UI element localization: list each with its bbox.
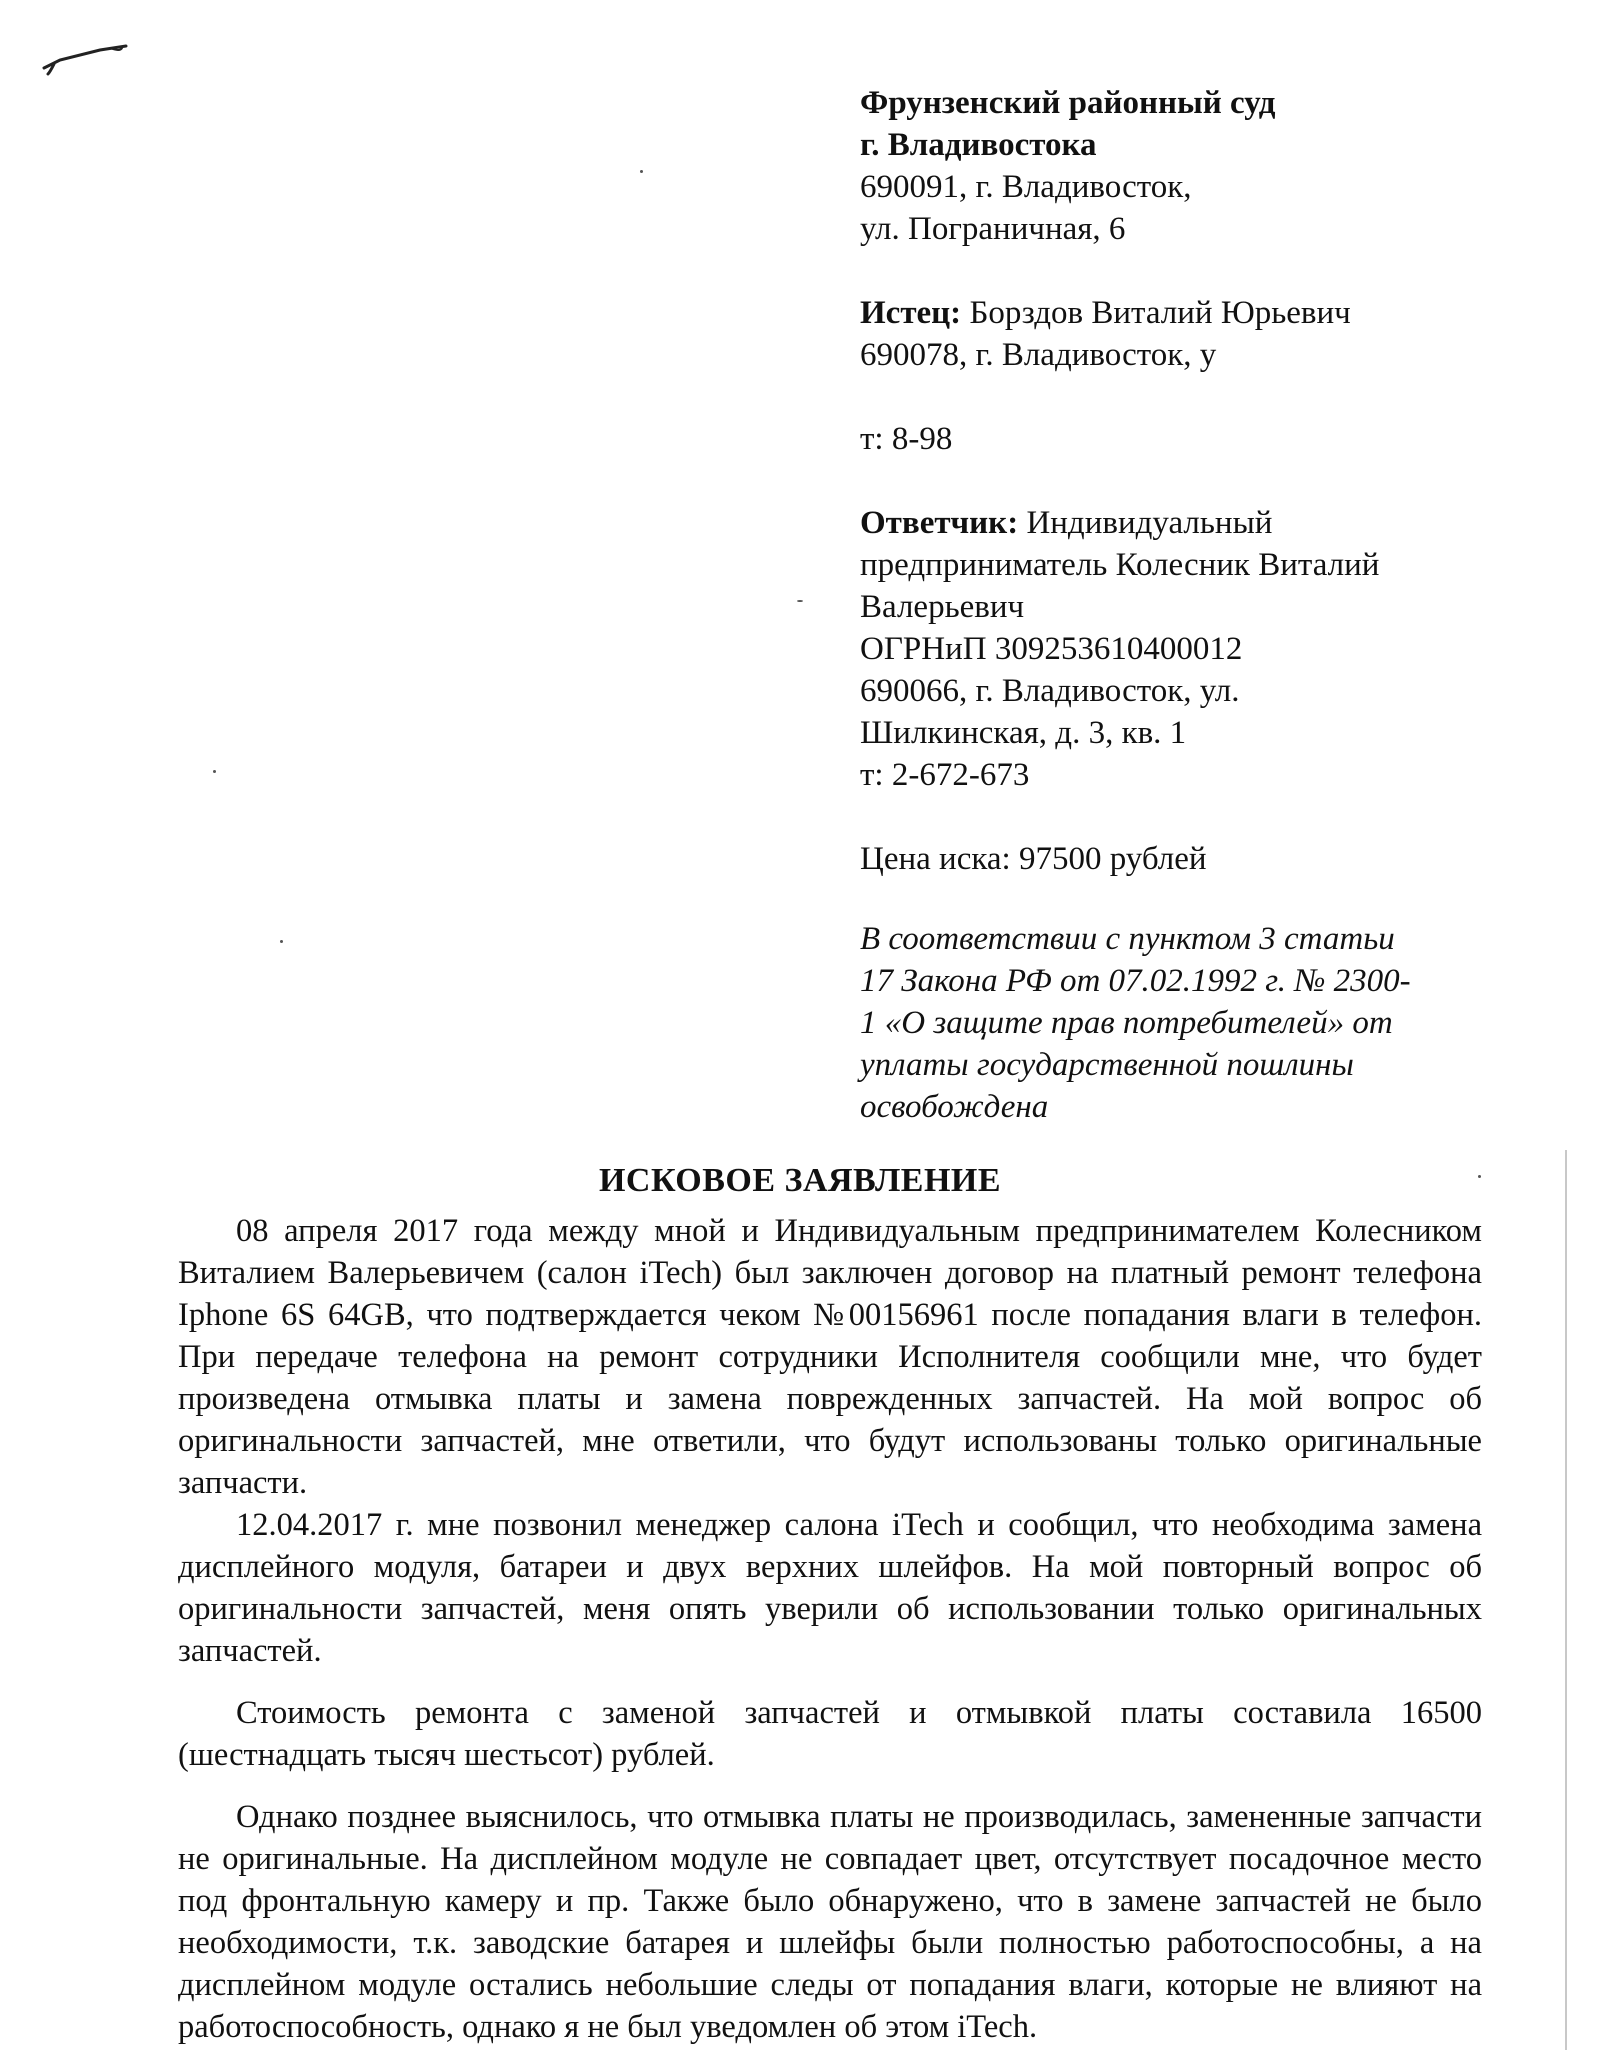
fee-exemption-line2: 17 Закона РФ от 07.02.1992 г. № 2300- bbox=[860, 963, 1411, 999]
court-address-line2: ул. Пограничная, 6 bbox=[860, 211, 1126, 247]
fee-exemption-line3: 1 «О защите прав потребителей» от bbox=[860, 1005, 1393, 1041]
fee-exemption-line5: освобождена bbox=[860, 1089, 1049, 1125]
paragraph-2: 12.04.2017 г. мне позвонил менеджер салона iTech и сообщил, что необходима замена дисплейного модуля, батареи и двух верхних шлейфов. На мой повторный вопрос об оригинальности запчастей, меня опять уверили об использовании только оригинальных запчастей. bbox=[178, 1507, 1482, 1669]
claim-body bbox=[178, 1210, 1482, 2048]
paragraph-1: 08 апреля 2017 года между мной и Индивидуальным предпринимателем Колесником Виталием Валерьевичем (салон iTech) был заключен договор на платный ремонт телефона Iphone 6S 64GB, что подтверждается чеком №00156961 после попадания влаги в телефон. При передаче телефона на ремонт сотрудники Исполнителя сообщили мне, что будет произведена отмывка платы и замена поврежденных запчастей. На мой вопрос об оригинальности запчастей, мне ответили, что будут использованы только оригинальные запчасти. bbox=[178, 1213, 1482, 1501]
plaintiff-address-text: 690078, г. Владивосток, у bbox=[860, 337, 1217, 373]
scan-speck bbox=[280, 940, 283, 943]
scan-edge-line bbox=[1565, 1150, 1567, 2050]
defendant-line2: предприниматель Колесник Виталий bbox=[860, 547, 1380, 583]
defendant-line3: Валерьевич bbox=[860, 589, 1025, 625]
defendant-label: Ответчик: bbox=[860, 505, 1019, 541]
paragraph-3: Стоимость ремонта с заменой запчастей и отмывкой платы составила 16500 (шестнадцать тысяч шестьсот) рублей. bbox=[178, 1695, 1482, 1773]
plaintiff-name: Борздов Виталий Юрьевич bbox=[961, 295, 1351, 331]
court-address-line1: 690091, г. Владивосток, bbox=[860, 169, 1192, 205]
plaintiff-label: Истец: bbox=[860, 295, 962, 331]
fee-exemption-line1: В соответствии с пунктом 3 статьи bbox=[860, 921, 1395, 957]
scan-speck bbox=[213, 770, 216, 773]
court-city: г. Владивостока bbox=[860, 127, 1097, 163]
fee-exemption-note bbox=[860, 918, 1460, 1128]
court-name: Фрунзенский районный суд bbox=[860, 85, 1276, 121]
defendant-ogrn: ОГРНиП 309253610400012 bbox=[860, 631, 1243, 667]
defendant-phone: т: 2-672-673 bbox=[860, 757, 1030, 793]
scan-speck bbox=[797, 600, 803, 602]
claim-price-section bbox=[860, 838, 1500, 880]
document-title: ИСКОВОЕ ЗАЯВЛЕНИЕ bbox=[598, 1162, 1002, 1199]
paragraph-4: Однако позднее выяснилось, что отмывка платы не производилась, замененные запчасти не оригинальные. На дисплейном модуле не совпадает цвет, отсутствует посадочное место под фронтальную камеру и пр. Также было обнаружено, что в замене запчастей не было необходимости, т.к. заводские батарея и шлейфы были полностью работоспособны, а на дисплейном модуле остались небольшие следы от попадания влаги, которые не влияют на работоспособность, однако я не был уведомлен об этом iTech. bbox=[178, 1799, 1482, 2045]
defendant-address-line1: 690066, г. Владивосток, ул. bbox=[860, 673, 1240, 709]
plaintiff-section bbox=[860, 292, 1500, 460]
plaintiff-phone-text: т: 8-98 bbox=[860, 421, 953, 457]
defendant-type: Индивидуальный bbox=[1018, 505, 1273, 541]
handwritten-mark bbox=[40, 38, 130, 78]
court-section bbox=[860, 82, 1500, 250]
claim-price: Цена иска: 97500 рублей bbox=[860, 841, 1207, 877]
defendant-section bbox=[860, 502, 1500, 796]
header-block bbox=[860, 82, 1500, 880]
plaintiff-redacted-line bbox=[860, 376, 1500, 418]
defendant-address-line2: Шилкинская, д. 3, кв. 1 bbox=[860, 715, 1187, 751]
plaintiff-phone bbox=[860, 418, 1500, 460]
plaintiff-line bbox=[860, 292, 1500, 334]
defendant-line1 bbox=[860, 502, 1500, 544]
plaintiff-address bbox=[860, 334, 1500, 376]
fee-exemption-line4: уплаты государственной пошлины bbox=[860, 1047, 1354, 1083]
scan-speck bbox=[640, 170, 643, 173]
